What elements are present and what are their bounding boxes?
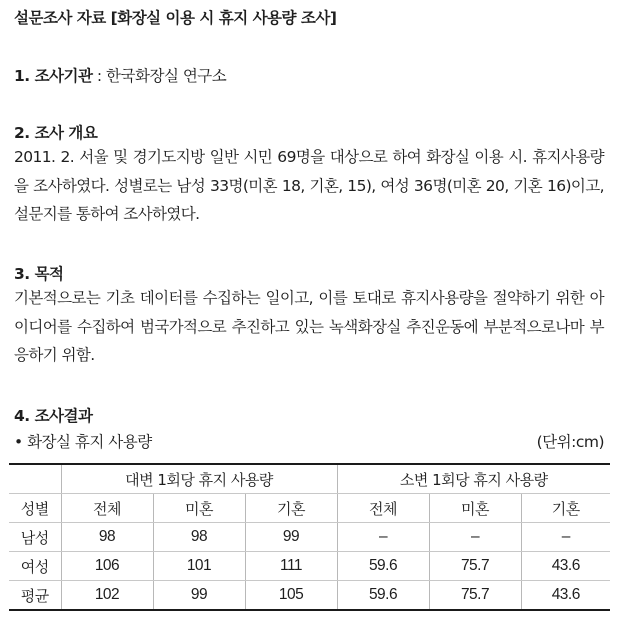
section-2-heading: 2. 조사 개요 bbox=[14, 124, 98, 142]
table-cell: 99 bbox=[153, 581, 245, 611]
result-subtitle: • 화장실 휴지 사용량 bbox=[14, 433, 152, 451]
table-cell: 43.6 bbox=[521, 552, 610, 581]
section-1-heading bbox=[14, 64, 226, 86]
header-cell: 미혼 bbox=[153, 494, 245, 523]
header-cell: 전체 bbox=[337, 494, 429, 523]
results-table bbox=[9, 463, 610, 611]
table-cell: 59.6 bbox=[337, 581, 429, 611]
section-2-body: 2011. 2. 서울 및 경기도지방 일반 시민 69명을 대상으로 하여 화장실 이용 시. 휴지사용량을 조사하였다. 성별로는 남성 33명(미혼 18, 기혼, 15), 여성 36명(미혼 20, 기혼 16)이고, 설문지를 통하여 조사하였다. bbox=[14, 148, 604, 223]
table-cell: 43.6 bbox=[521, 581, 610, 611]
row-label: 남성 bbox=[9, 523, 61, 552]
table-cell: 102 bbox=[61, 581, 153, 611]
group-header-urine: 소변 1회당 휴지 사용량 bbox=[337, 464, 610, 494]
section-3-heading: 3. 목적 bbox=[14, 265, 64, 283]
table-cell: 106 bbox=[61, 552, 153, 581]
row-label: 평균 bbox=[9, 581, 61, 611]
table-cell: 75.7 bbox=[429, 552, 521, 581]
section-3-body: 기본적으로는 기초 데이터를 수집하는 일이고, 이를 토대로 휴지사용량을 절약하기 위한 아이디어를 수집하여 범국가적으로 추진하고 있는 녹색화장실 추진운동에 부분적으로나마 부응하기 위함. bbox=[14, 289, 604, 364]
table-cell: 99 bbox=[245, 523, 337, 552]
table-cell: 101 bbox=[153, 552, 245, 581]
table-cell: – bbox=[337, 523, 429, 552]
document-title: 설문조사 자료 [화장실 이용 시 휴지 사용량 조사] bbox=[14, 9, 337, 27]
section-4-heading: 4. 조사결과 bbox=[14, 407, 93, 425]
header-cell: 기혼 bbox=[245, 494, 337, 523]
unit-label: (단위:cm) bbox=[536, 433, 604, 451]
header-cell: 성별 bbox=[9, 494, 61, 523]
table-row bbox=[9, 552, 610, 581]
table-cell: – bbox=[521, 523, 610, 552]
group-header-feces: 대변 1회당 휴지 사용량 bbox=[61, 464, 337, 494]
group-header-row bbox=[9, 464, 610, 494]
table-cell: 98 bbox=[153, 523, 245, 552]
table-cell: – bbox=[429, 523, 521, 552]
section-1-title: 1. 조사기관 bbox=[14, 67, 93, 85]
research-organization: 한국화장실 연구소 bbox=[106, 67, 227, 85]
header-cell: 전체 bbox=[61, 494, 153, 523]
table-row bbox=[9, 523, 610, 552]
table-cell: 105 bbox=[245, 581, 337, 611]
row-label: 여성 bbox=[9, 552, 61, 581]
table-cell: 111 bbox=[245, 552, 337, 581]
table-cell: 75.7 bbox=[429, 581, 521, 611]
result-subtitle-line bbox=[14, 430, 604, 452]
header-cell: 기혼 bbox=[521, 494, 610, 523]
section-1-separator: : bbox=[92, 67, 107, 85]
header-cell: 미혼 bbox=[429, 494, 521, 523]
sub-header-row bbox=[9, 494, 610, 523]
table-cell: 59.6 bbox=[337, 552, 429, 581]
table-corner-cell bbox=[9, 464, 61, 494]
table-row bbox=[9, 581, 610, 611]
table-cell: 98 bbox=[61, 523, 153, 552]
